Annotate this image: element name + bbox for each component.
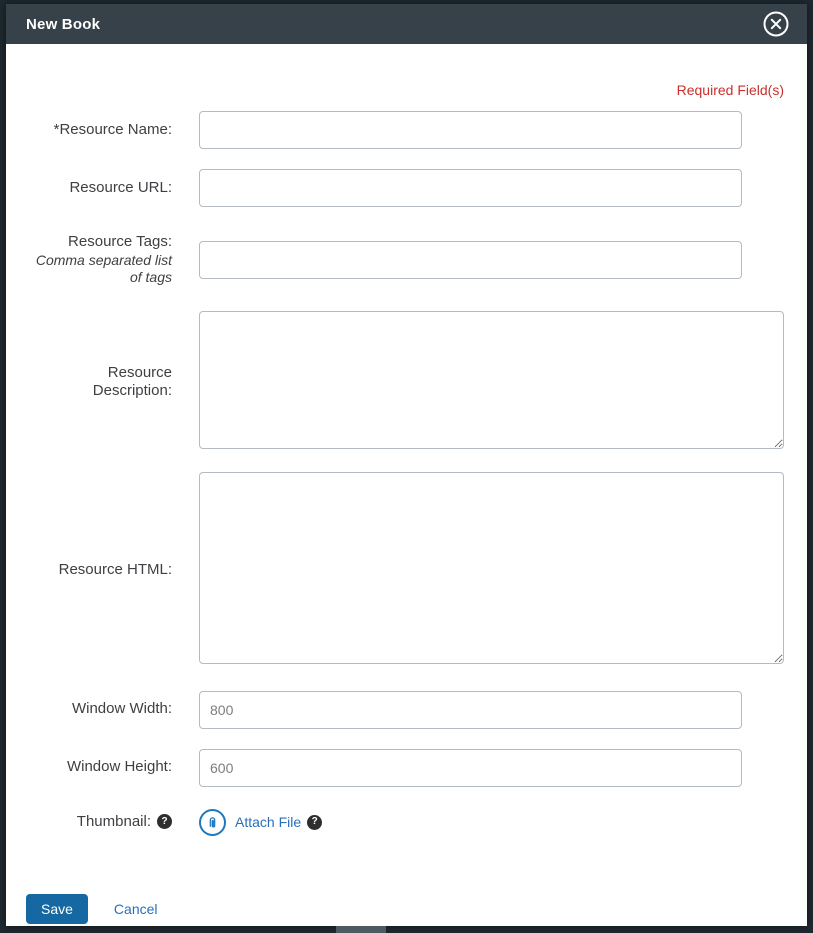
background-scrollbar-thumb [336, 926, 386, 933]
cancel-link[interactable]: Cancel [113, 900, 158, 917]
resource-url-label: Resource URL: [69, 178, 172, 196]
attach-file-button[interactable] [199, 809, 226, 836]
thumbnail-help-icon[interactable]: ? [157, 814, 172, 829]
resource-description-textarea[interactable] [199, 311, 784, 449]
form-row-resource-url [26, 169, 807, 207]
modal-title: New Book [26, 15, 101, 33]
new-book-modal [6, 4, 807, 926]
form-row-window-width [26, 691, 807, 729]
modal-footer [26, 894, 807, 924]
thumbnail-label-text: Thumbnail: [76, 812, 151, 830]
resource-tags-input[interactable] [199, 241, 742, 279]
thumbnail-label [26, 813, 172, 832]
resource-name-input[interactable] [199, 111, 742, 149]
resource-description-label: Resource Description: [92, 363, 172, 400]
form-row-resource-description [26, 311, 807, 454]
attach-file-area [199, 809, 322, 836]
form-row-thumbnail [26, 809, 807, 836]
resource-name-label: *Resource Name: [53, 120, 172, 138]
resource-html-textarea[interactable] [199, 472, 784, 664]
form-row-window-height [26, 749, 807, 787]
circle-x-icon [762, 10, 790, 38]
resource-tags-hint: Comma separated list of tags [35, 251, 172, 286]
save-button[interactable]: Save [26, 894, 88, 924]
resource-tags-label-text: Resource Tags: [68, 233, 172, 250]
attach-file-help-icon[interactable]: ? [307, 815, 322, 830]
resource-tags-label [26, 233, 172, 287]
resource-url-input[interactable] [199, 169, 742, 207]
modal-header [6, 4, 807, 44]
window-height-label: Window Height: [66, 758, 172, 776]
resource-html-label: Resource HTML: [58, 560, 172, 578]
form-row-resource-tags [26, 233, 807, 287]
window-width-input[interactable] [199, 691, 742, 729]
window-width-label: Window Width: [71, 700, 172, 718]
modal-body [6, 44, 807, 926]
required-note: Required Field(s) [676, 82, 784, 98]
form-row-resource-html [26, 472, 807, 669]
window-height-input[interactable] [199, 749, 742, 787]
close-button[interactable] [761, 9, 791, 39]
attach-file-link[interactable]: Attach File [235, 814, 302, 831]
paperclip-icon [205, 815, 220, 830]
form-row-resource-name [26, 111, 807, 149]
